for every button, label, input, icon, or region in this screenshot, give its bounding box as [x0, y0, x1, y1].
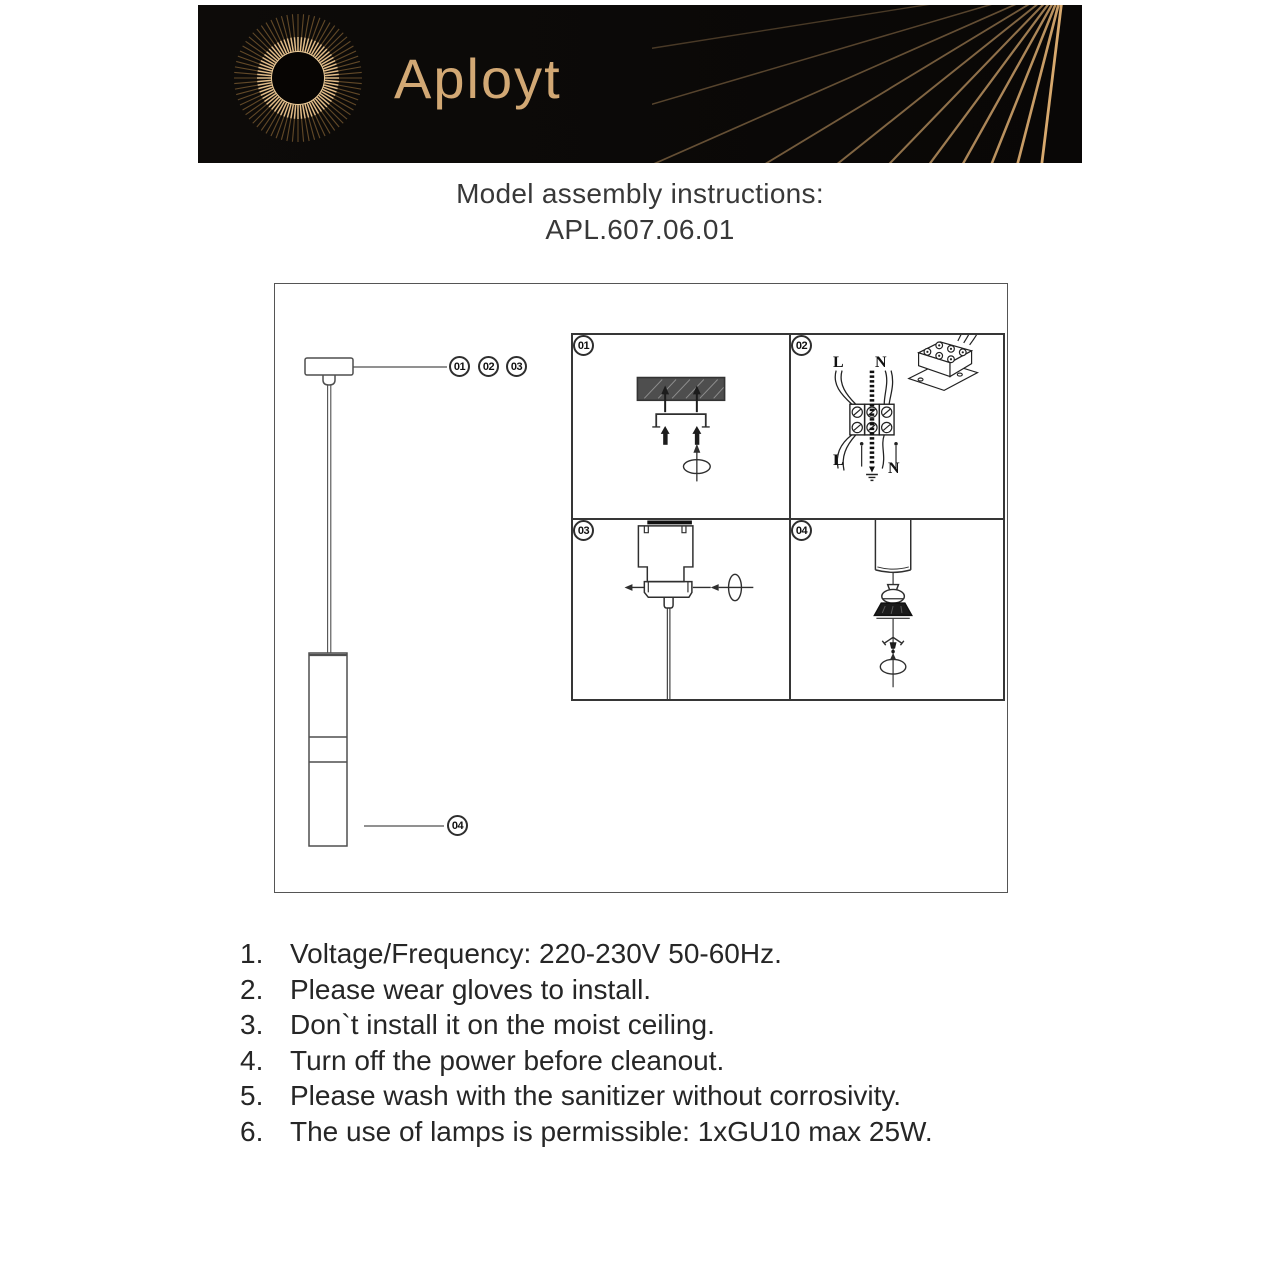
step-02-badge: 02: [791, 335, 812, 356]
diagram-frame: [274, 283, 1008, 893]
instruction-number: 4.: [240, 1044, 264, 1076]
lamp-shade: [309, 653, 347, 846]
lamp-canopy: [305, 358, 353, 375]
callout-04: 04: [447, 815, 468, 836]
instruction-item: [240, 1007, 933, 1043]
step-03-badge: 03: [573, 520, 594, 541]
instruction-item: [240, 1043, 933, 1079]
instruction-item: [240, 1114, 933, 1150]
title-line: Model assembly instructions:: [456, 178, 824, 209]
brand-name: Aployt: [394, 46, 562, 110]
step-panel-02: [791, 335, 1003, 518]
rays-decoration-icon: [652, 5, 1082, 163]
supply-wires: [835, 371, 892, 471]
lamp-canopy-nipple: [323, 375, 335, 385]
callout-02: 02: [478, 356, 499, 377]
page-title: [0, 176, 1280, 248]
wire-label-neutral-top: N: [875, 354, 887, 371]
instruction-text: Turn off the power before cleanout.: [290, 1044, 725, 1076]
steps-grid: [571, 333, 1005, 701]
mounting-bracket: [656, 414, 706, 427]
instruction-text: The use of lamps is permissible: 1xGU10 max 25W.: [290, 1115, 933, 1147]
instruction-text: Please wear gloves to install.: [290, 973, 652, 1005]
bracket-profile: [638, 526, 692, 582]
canopy-plate: [644, 582, 692, 598]
wire-label-live-top: L: [833, 354, 844, 371]
step-01-badge: 01: [573, 335, 594, 356]
instruction-item: [240, 1078, 933, 1114]
sunburst-logo-icon: [228, 8, 368, 148]
step-03-drawing: [573, 520, 789, 699]
instruction-number: 6.: [240, 1115, 264, 1147]
step-01-drawing: [573, 335, 789, 518]
instruction-item: [240, 936, 933, 972]
terminal-block: [850, 404, 865, 435]
instructions-list: [240, 936, 933, 1149]
brand-banner: [198, 5, 1082, 163]
step-04-badge: 04: [791, 520, 812, 541]
callout-01: 01: [449, 356, 470, 377]
wire-label-live-bottom: L: [833, 452, 844, 469]
instruction-text: Please wash with the sanitizer without corrosivity.: [290, 1080, 902, 1111]
step-02-drawing: [791, 335, 1003, 518]
instruction-number: 2.: [240, 973, 264, 1005]
instruction-number: 1.: [240, 938, 264, 969]
model-number: APL.607.06.01: [545, 214, 735, 245]
callout-03: 03: [506, 356, 527, 377]
instruction-text: Don`t install it on the moist ceiling.: [290, 1009, 715, 1040]
wire-label-neutral-bottom: N: [888, 460, 900, 477]
instruction-number: 3.: [240, 1009, 264, 1040]
instruction-item: [240, 972, 933, 1008]
ground-symbol: [866, 474, 878, 480]
step-panel-04: [791, 520, 1003, 699]
step-04-drawing: [791, 520, 1003, 699]
shade-tube: [875, 570, 910, 572]
step-panel-01: [573, 335, 789, 518]
step-panel-03: [573, 520, 789, 699]
terminal-block-3d: [909, 335, 982, 390]
instruction-number: 5.: [240, 1080, 264, 1111]
instruction-text: Voltage/Frequency: 220-230V 50-60Hz.: [290, 938, 782, 969]
